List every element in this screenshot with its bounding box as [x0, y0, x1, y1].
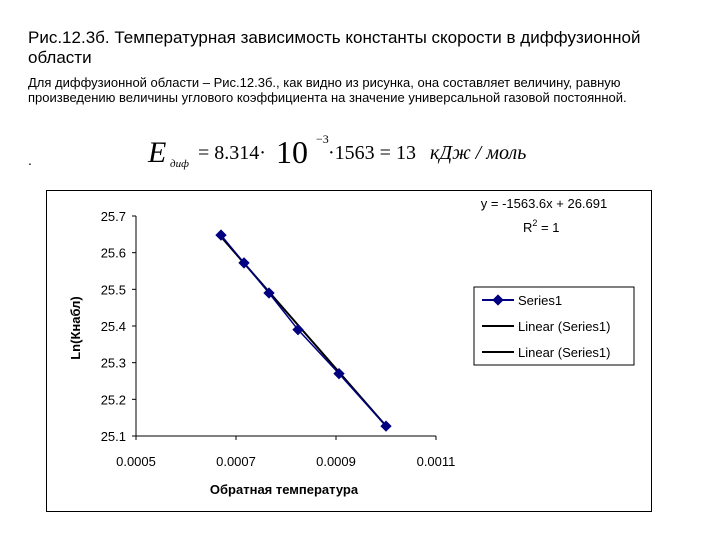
- x-tick-label: 0.0005: [116, 454, 156, 469]
- trendline-equation: y = -1563.6x + 26.691: [480, 196, 608, 211]
- y-tick-label: 25.3: [100, 355, 126, 371]
- x-tick-label: 0.0011: [416, 454, 456, 469]
- legend-item-linear-2: Linear (Series1): [518, 345, 611, 360]
- y-tick-label: 25.7: [100, 209, 126, 224]
- chart-plot: [215, 229, 391, 431]
- x-tick-label: 0.0009: [316, 454, 356, 469]
- chart-ticks: [101, 209, 456, 469]
- formula-E-subscript: диф: [170, 158, 189, 170]
- y-tick-label: 25.6: [100, 245, 126, 261]
- y-axis-title: Ln(Кнабл): [68, 296, 83, 360]
- formula-unit: кДж / моль: [430, 142, 527, 164]
- chart-legend: [474, 287, 634, 365]
- legend-item-linear-1: Linear (Series1): [518, 319, 611, 334]
- r-squared-sup: 2: [532, 218, 538, 228]
- legend-item-series1: Series1: [518, 293, 563, 308]
- figure-title: Рис.12.3б. Температурная зависимость константы скорости в диффузионной области: [28, 28, 641, 67]
- formula-exponent: −3: [316, 132, 329, 146]
- y-tick-label: 25.4: [100, 319, 126, 334]
- r-squared-value: = 1: [537, 220, 560, 235]
- figure-description: Для диффузионной области – Рис.12.3б., как видно из рисунка, она составляет величину, равную произведению величины углового коэффициента на значение универсальной газовой постоянной.: [28, 75, 627, 105]
- formula-part2: ·1563 = 13: [328, 142, 416, 164]
- r-squared-r: R: [523, 220, 533, 235]
- y-tick-label: 25.2: [100, 392, 126, 408]
- chart-axes: [136, 216, 436, 436]
- x-axis-title: Обратная температура: [209, 482, 359, 497]
- formula-part1: = 8.314·: [198, 142, 266, 164]
- y-tick-label: 25.1: [100, 429, 126, 444]
- r-squared-label: [523, 218, 559, 235]
- bullet-dot: .: [28, 152, 32, 168]
- y-tick-label: 25.5: [100, 282, 126, 298]
- formula-E: E: [148, 136, 167, 169]
- x-tick-label: 0.0007: [216, 454, 256, 469]
- formula-ten: 10: [276, 134, 308, 170]
